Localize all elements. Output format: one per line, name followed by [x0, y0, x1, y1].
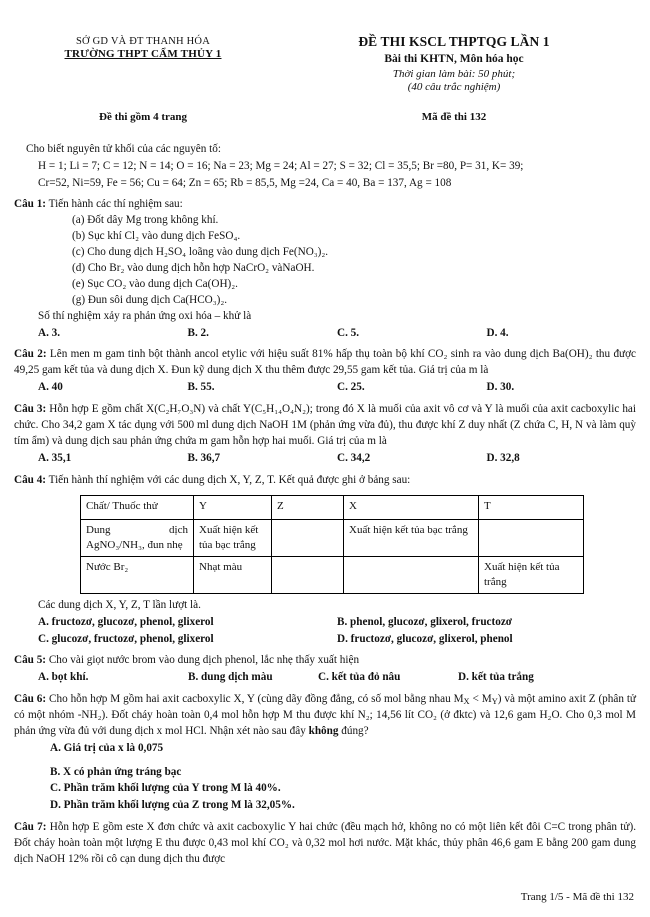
question-4-tail: Các dung dịch X, Y, Z, T lần lượt là.	[38, 598, 201, 611]
option-d[interactable]	[487, 450, 637, 467]
option-a[interactable]	[38, 379, 188, 396]
list-item: (e) Sục CO₂ vào dung dịch Ca(OH)₂.	[72, 277, 238, 290]
option-d-label: D. Phần trăm khối lượng của Z trong M là 32,05%.	[50, 799, 295, 812]
question-1	[14, 197, 636, 213]
option-d[interactable]	[337, 631, 636, 648]
question-4-options-row-2	[14, 631, 636, 648]
question-2	[14, 347, 636, 379]
option-c[interactable]	[50, 780, 636, 797]
question-5-options	[14, 669, 636, 686]
question-7	[14, 820, 636, 868]
option-c-label: C. glucozơ, fructozơ, phenol, glixerol	[38, 632, 214, 645]
question-4	[14, 473, 636, 489]
option-b-label: B. 36,7	[187, 451, 221, 464]
question-6-sub-y: Y	[491, 697, 498, 707]
question-6-text-part-2: ) và một amino axit Z (phân tử có một nhóm -NH₂). Đốt cháy hoàn toàn 0,4 mol hỗn hợp M thu được khí N₂; 14,56 lít CO₂ (ở đktc) và 12,6 gam H₂O. Cho 0,3 mol M phản ứng vừa đủ với dung dịch x mol HCl. Nhận xét nào sau đây	[14, 693, 636, 737]
option-a-label: A. Giá trị của x là 0,075	[50, 741, 164, 754]
option-b-label: B. 55.	[187, 381, 215, 394]
page-footer: Trang 1/5 - Mã đề thi 132	[520, 891, 634, 903]
reagent-line-2: AgNO₃/NH₃, đun nhẹ	[86, 539, 183, 552]
option-a[interactable]	[38, 669, 188, 686]
question-1-stem: Tiến hành các thí nghiệm sau:	[48, 198, 183, 211]
option-d[interactable]	[458, 669, 534, 686]
option-c-label: C. 25.	[337, 381, 365, 394]
option-c-label: C. 5.	[337, 326, 360, 339]
option-b[interactable]	[188, 669, 318, 686]
question-3-text: Hỗn hợp E gồm chất X(C₂H₇O₃N) và chất Y(C₅H₁₄O₄N₂); trong đó X là muối của axit vô cơ và Y là muối của axit cacboxylic hai chức. Cho 34,2 gam X tác dụng với 500 ml dung dịch NaOH 1M (phản ứng vừa đủ), thu được khí Z duy nhất (Z chứa C, H, N và làm quỳ tím ẩm) và dung dịch sau phản ứng chứa m gam hỗn hợp hai muối. Giá trị của m là	[14, 403, 637, 447]
experiment-results-table	[80, 495, 584, 593]
question-6-emphasis: không	[308, 724, 339, 737]
option-d-label: D. 32,8	[486, 451, 520, 464]
atomic-masses-line-1: H = 1; Li = 7; C = 12; N = 14; O = 16; Na = 23; Mg = 24; Al = 27; S = 32; Cl = 35,5; Br =80, P= 31, K= 39;	[38, 159, 524, 172]
header-left-block	[14, 34, 272, 60]
question-4-options-row-1	[14, 614, 636, 631]
exam-duration: Thời gian làm bài: 50 phút;	[392, 68, 516, 80]
table-cell-y: Nhạt màu	[194, 557, 272, 594]
table-cell-y: Xuất hiện kết tủa bạc trắng	[194, 520, 272, 557]
question-2-text: Lên men m gam tinh bột thành ancol etylic với hiệu suất 81% hấp thụ toàn bộ khí CO₂ sinh ra vào dung dịch Ba(OH)₂ thu được 49,25 gam kết tủa và dung dịch X. Đun kỹ dung dịch X thu thêm được 29,55 gam kết tủa. Giá trị của m là	[14, 348, 636, 377]
option-d[interactable]	[487, 379, 637, 396]
question-2-options	[14, 379, 636, 396]
option-b-label: B. X có phản ứng tráng bạc	[50, 765, 182, 778]
question-5	[14, 653, 636, 669]
option-c[interactable]	[337, 450, 487, 467]
option-d-label: D. 4.	[486, 326, 509, 339]
table-header-y: Y	[194, 496, 272, 520]
option-c[interactable]	[337, 325, 487, 342]
question-6-text-part-1: Cho hỗn hợp M gồm hai axit cacboxylic X, Y (cùng dãy đồng đẳng, có số mol bằng nhau M	[49, 693, 464, 706]
table-header-reagent: Chất/ Thuốc thử	[81, 496, 194, 520]
option-c[interactable]	[38, 631, 337, 648]
option-d-label: D. 30.	[486, 381, 515, 394]
question-4-stem: Tiến hành thí nghiệm với các dung dịch X, Y, Z, T. Kết quả được ghi ở bảng sau:	[48, 473, 411, 486]
document-header	[14, 34, 636, 93]
question-1-sublist	[14, 213, 636, 308]
option-b[interactable]	[337, 614, 636, 631]
exam-title: ĐỀ THI KSCL THPTQG LẦN 1	[358, 34, 550, 49]
table-header-row	[81, 496, 584, 520]
table-header-z: Z	[272, 496, 344, 520]
atomic-masses-lead: Cho biết nguyên tử khối của các nguyên tố:	[26, 143, 221, 155]
option-b[interactable]	[188, 325, 338, 342]
table-cell-reagent	[81, 520, 194, 557]
option-a-label: A. 40	[38, 381, 63, 394]
option-d[interactable]	[50, 797, 636, 814]
question-1-label: Câu 1:	[14, 198, 47, 211]
option-b-label: B. 2.	[187, 326, 209, 339]
question-3-options	[14, 450, 636, 467]
option-c[interactable]	[337, 379, 487, 396]
option-b-label: B. dung dịch màu	[188, 671, 273, 684]
option-a[interactable]	[38, 450, 188, 467]
header-right-block	[272, 34, 636, 93]
question-6-text-end: đúng?	[338, 724, 369, 737]
question-3	[14, 402, 636, 450]
option-c-label: C. kết tủa đỏ nâu	[318, 671, 401, 684]
question-5-text: Cho vài giọt nước brom vào dung dịch phenol, lắc nhẹ thấy xuất hiện	[48, 654, 360, 667]
exam-question-count: (40 câu trắc nghiệm)	[407, 81, 501, 93]
exam-code: Mã đề thi 132	[421, 111, 487, 123]
option-d[interactable]	[487, 325, 637, 342]
question-1-tail: Số thí nghiệm xảy ra phản ứng oxi hóa – khử là	[38, 309, 252, 322]
table-cell-t	[479, 520, 584, 557]
option-a-label: A. 35,1	[38, 451, 72, 464]
table-cell-z	[272, 557, 344, 594]
table-header-t: T	[479, 496, 584, 520]
table-cell-x	[344, 557, 479, 594]
list-item: (a) Đốt dây Mg trong không khí.	[72, 214, 219, 227]
option-d-label: D. kết tủa trắng	[458, 671, 534, 684]
exam-subject: Bài thi KHTN, Môn hóa học	[384, 53, 524, 65]
table-cell-z	[272, 520, 344, 557]
option-b[interactable]	[50, 764, 636, 781]
question-7-text: Hỗn hợp E gồm este X đơn chức và axit cacboxylic Y hai chức (đều mạch hở, không no có một liên kết đôi C=C trong phân tử). Đốt cháy hoàn toàn một lượng E thu được 0,43 mol khí CO₂ và 0,32 mol hơi nước. Mặt khác, thủy phân 46,6 gam E bằng 200 gam dung dịch NaOH 12% rồi cô cạn dung dịch thu được	[14, 820, 636, 865]
question-6	[14, 692, 636, 740]
atomic-masses-block	[14, 141, 636, 191]
table-cell-reagent: Nước Br₂	[81, 557, 194, 594]
option-a-label: A. 3.	[38, 326, 61, 339]
question-2-label: Câu 2:	[14, 348, 47, 361]
table-row	[81, 520, 584, 557]
list-item: (d) Cho Br₂ vào dung dịch hỗn hợp NaCrO₂ vàNaOH.	[72, 262, 315, 275]
question-4-label: Câu 4:	[14, 473, 47, 486]
list-item: (c) Cho dung dịch H₂SO₄ loãng vào dung dịch Fe(NO₃)₂.	[72, 246, 329, 259]
atomic-masses-line-2: Cr=52, Ni=59, Fe = 56; Cu = 64; Zn = 65; Rb = 85,5, Mg =24, Ca = 40, Ba = 137, Ag = 108	[38, 176, 452, 189]
option-d-label: D. fructozơ, glucozơ, glixerol, phenol	[337, 632, 513, 645]
question-6-text-mid: < M	[469, 693, 492, 706]
option-a[interactable]	[50, 740, 636, 757]
option-a-label: A. bọt khí.	[38, 671, 89, 684]
question-6-label: Câu 6:	[14, 693, 47, 706]
question-3-label: Câu 3:	[14, 403, 47, 416]
department-name: SỞ GD VÀ ĐT THANH HÓA	[76, 36, 210, 47]
option-c[interactable]	[318, 669, 458, 686]
document-subheader	[14, 111, 636, 123]
table-cell-x: Xuất hiện kết tủa bạc trắng	[344, 520, 479, 557]
school-name: TRƯỜNG THPT CẨM THỦY 1	[64, 48, 222, 60]
reagent-word-right: dịch	[169, 524, 188, 537]
question-6-options	[14, 740, 636, 814]
option-c-label: C. Phần trăm khối lượng của Y trong M là 40%.	[50, 782, 281, 795]
question-5-label: Câu 5:	[14, 654, 47, 667]
table-header-x: X	[344, 496, 479, 520]
list-item: (b) Sục khí Cl₂ vào dung dịch FeSO₄.	[72, 230, 241, 243]
option-c-label: C. 34,2	[337, 451, 371, 464]
option-b-label: B. phenol, glucozơ, glixerol, fructozơ	[337, 615, 513, 628]
option-a[interactable]	[38, 614, 337, 631]
option-a[interactable]	[38, 325, 188, 342]
option-b[interactable]	[188, 379, 338, 396]
option-b[interactable]	[188, 450, 338, 467]
question-6-sub-x: X	[463, 697, 470, 707]
list-item: (g) Đun sôi dung dịch Ca(HCO₃)₂.	[72, 293, 228, 306]
question-1-options	[14, 325, 636, 342]
question-7-label: Câu 7:	[14, 820, 47, 833]
table-row	[81, 557, 584, 594]
option-a-label: A. fructozơ, glucozơ, phenol, glixerol	[38, 615, 214, 628]
reagent-word-left: Dung	[86, 524, 111, 537]
table-cell-t: Xuất hiện kết tủa trắng	[479, 557, 584, 594]
page-count-note: Đề thi gồm 4 trang	[99, 111, 187, 123]
